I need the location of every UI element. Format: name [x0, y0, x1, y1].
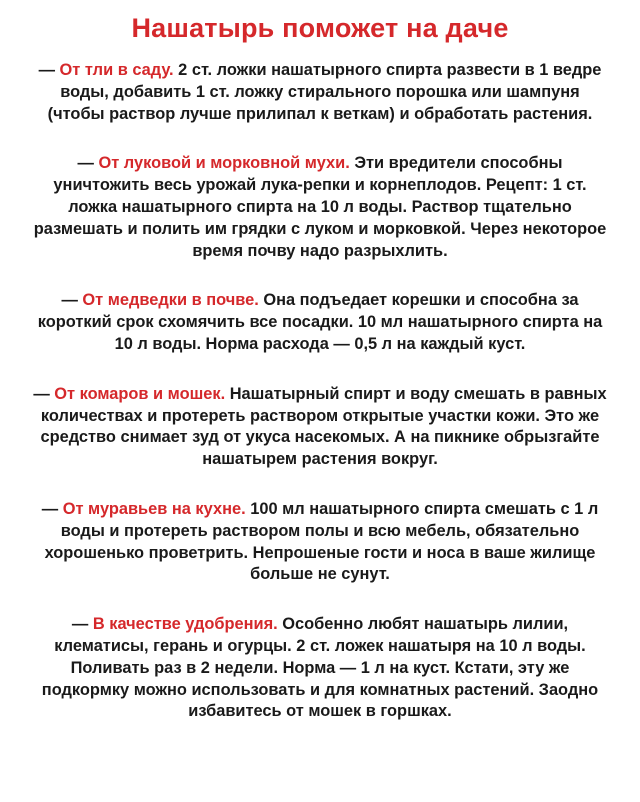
tip-onion-carrot-fly: [30, 153, 610, 262]
tip-mosquitoes: [30, 384, 610, 471]
tip-dash: —: [77, 154, 99, 173]
tip-dash: —: [71, 615, 93, 634]
tip-aphids: [30, 60, 610, 125]
tip-body: Она подъедает корешки и способна за короткий срок схомячить все посадки. 10 мл нашатырного спирта на 10 л воды. Норма расхода — 0,5 л на каждый куст.: [37, 291, 603, 353]
tip-body: Эти вредители способны уничтожить весь урожай лука-репки и корнеплодов. Рецепт: 1 ст. ложка нашатырного спирта на 10 л воды. Раствор тщательно размешать и полить им грядки с луком и морковкой. Через некоторое время почву надо разрыхлить.: [33, 154, 607, 260]
tip-dash: —: [61, 291, 83, 310]
tip-heading: От тли в саду.: [59, 61, 174, 79]
tip-heading: В качестве удобрения.: [92, 615, 278, 634]
tip-heading: От луковой и морковной мухи.: [98, 154, 350, 173]
article-title: Нашатырь поможет на даче: [131, 13, 509, 43]
tip-dash: —: [33, 384, 55, 403]
tip-body: Особенно любят нашатырь лилии, клематисы, герань и огурцы. 2 ст. ложек нашатыря на 10 л воды. Поливать раз в 2 недели. Норма — 1 л на куст. Кстати, эту же подкормку можно использовать и для комнатных растений. Заодно избавитесь от мошек в горшках.: [41, 615, 599, 721]
tip-body: 100 мл нашатырного спирта смешать с 1 л воды и протереть раствором полы и всю мебель, обязательно хорошенько проветрить. Непрошеные гости и носа в ваше жилище больше не сунут.: [44, 499, 599, 584]
tip-body: Нашатырный спирт и воду смешать в равных количествах и протереть раствором открытые участки кожи. Это же средство снимает зуд от укуса насекомых. А на пикнике обрызгайте нашатырем растения вокруг.: [40, 384, 607, 469]
tip-fertilizer: [30, 614, 610, 723]
tip-heading: От комаров и мошек.: [54, 384, 226, 403]
tip-dash: —: [41, 499, 63, 518]
tip-body: 2 ст. ложки нашатырного спирта развести в 1 ведре воды, добавить 1 ст. ложку стирального порошка или шампуня (чтобы раствор лучше прилипал к веткам) и обработать растения.: [47, 61, 602, 123]
tip-dash: —: [38, 61, 60, 79]
tip-heading: От медведки в почве.: [82, 291, 259, 310]
tip-mole-cricket: [30, 290, 610, 355]
tip-ants: [30, 499, 610, 586]
tip-heading: От муравьев на кухне.: [62, 499, 246, 518]
